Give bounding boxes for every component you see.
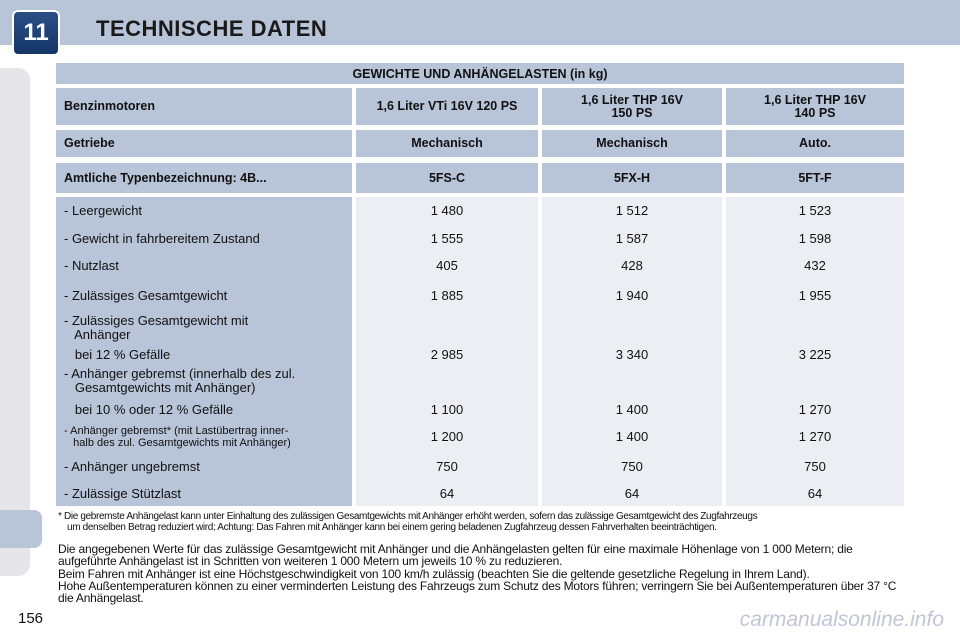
cell-value: 1 270 <box>798 402 832 417</box>
engine-label: Benzinmotoren <box>56 88 352 125</box>
engine-row <box>56 88 904 125</box>
cell-value: 1 400 <box>615 429 649 444</box>
watermark: carmanualsonline.info <box>739 608 944 631</box>
type-row <box>56 163 904 193</box>
cell-value: 1 587 <box>615 231 649 246</box>
footnote-line-1: * Die gebremste Anhängelast kann unter Einhaltung des zulässigen Gesamtgewichts mit Anhänger erhöht werden, sofern das zulässige Gesamtgewicht des Zugfahrzeugs <box>58 511 758 522</box>
chapter-number-badge: 11 <box>14 12 58 54</box>
engine-col-3: 1,6 Liter THP 16V 140 PS <box>726 88 904 125</box>
cell-value: 750 <box>436 459 458 474</box>
cell-value: 1 100 <box>430 402 464 417</box>
footnote-line-2: um denselben Betrag reduziert wird; Achtung: Das Fahren mit Anhänger kann bei einem gering beladenen Zugfahrzeug dessen Fahrverhalten beeinträchtigen. <box>67 522 717 533</box>
footnote <box>58 511 908 533</box>
row-label: - Anhänger ungebremst <box>64 459 200 474</box>
cell-value: 1 523 <box>798 203 832 218</box>
info-paragraph: Die angegebenen Werte für das zulässige Gesamtgewicht mit Anhänger und die Anhängelasten gelten für eine maximale Höhenlage von 1 000 Metern; die aufgeführte Anhängelast ist in Schritten von weiteren 1 000 Metern um jeweils 10 % zu reduzieren. Beim Fahren mit Anhänger ist eine Höchstgeschwindigkeit von 100 km/h zulässig (beachten Sie die geltende gesetzliche Regelung in Ihrem Land). Hohe Außentemperaturen können zu einer verminderten Leistung des Fahrzeugs zum Schutz des Motors führen; verringern Sie bei Außentemperaturen über 37 °C die Anhängelast. <box>58 542 897 606</box>
cell-value: 750 <box>621 459 643 474</box>
cell-value: 1 270 <box>798 429 832 444</box>
cell-value: 1 598 <box>798 231 832 246</box>
type-col-3: 5FT-F <box>726 163 904 193</box>
cell-value: 405 <box>436 258 458 273</box>
row-label: - Anhänger gebremst (innerhalb des zul. Gesamtgewichts mit Anhänger) <box>64 366 296 395</box>
cell-value: 1 555 <box>430 231 464 246</box>
left-page-tab <box>0 510 42 548</box>
row-label: - Anhänger gebremst* (mit Lastübertrag inner- halb des zul. Gesamtgewichts mit Anhänger) <box>64 425 291 449</box>
row-label: - Zulässige Stützlast <box>64 486 182 501</box>
gearbox-col-1: Mechanisch <box>356 130 538 157</box>
row-label: bei 10 % oder 12 % Gefälle <box>64 402 234 417</box>
cell-value: 432 <box>804 258 826 273</box>
gearbox-col-3: Auto. <box>726 130 904 157</box>
gearbox-label: Getriebe <box>56 130 352 157</box>
row-label: - Gewicht in fahrbereitem Zustand <box>64 231 260 246</box>
cell-value: 3 225 <box>798 347 832 362</box>
cell-value: 64 <box>807 486 823 501</box>
cell-value: 3 340 <box>615 347 649 362</box>
row-label: - Leergewicht <box>64 203 143 218</box>
cell-value: 64 <box>624 486 640 501</box>
cell-value: 1 512 <box>615 203 649 218</box>
cell-value: 64 <box>439 486 455 501</box>
row-label: - Zulässiges Gesamtgewicht mit Anhänger <box>64 313 249 342</box>
cell-value: 1 940 <box>615 288 649 303</box>
cell-value: 1 480 <box>430 203 464 218</box>
cell-value: 1 955 <box>798 288 832 303</box>
cell-value: 1 885 <box>430 288 464 303</box>
row-label: - Nutzlast <box>64 258 119 273</box>
cell-value: 750 <box>804 459 826 474</box>
table-section-title: GEWICHTE UND ANHÄNGELASTEN (in kg) <box>56 63 904 84</box>
type-col-1: 5FS-C <box>356 163 538 193</box>
cell-value: 2 985 <box>430 347 464 362</box>
type-col-2: 5FX-H <box>542 163 722 193</box>
engine-col-2: 1,6 Liter THP 16V 150 PS <box>542 88 722 125</box>
type-label: Amtliche Typenbezeichnung: 4B... <box>56 163 352 193</box>
cell-value: 1 400 <box>615 402 649 417</box>
page-number: 156 <box>18 610 44 627</box>
cell-value: 428 <box>621 258 643 273</box>
row-label: bei 12 % Gefälle <box>64 347 171 362</box>
gearbox-row <box>56 130 904 157</box>
gearbox-col-2: Mechanisch <box>542 130 722 157</box>
page-title: TECHNISCHE DATEN <box>96 16 328 41</box>
engine-col-1: 1,6 Liter VTi 16V 120 PS <box>356 88 538 125</box>
cell-value: 1 200 <box>430 429 464 444</box>
row-label: - Zulässiges Gesamtgewicht <box>64 288 228 303</box>
left-margin-band <box>0 68 30 576</box>
